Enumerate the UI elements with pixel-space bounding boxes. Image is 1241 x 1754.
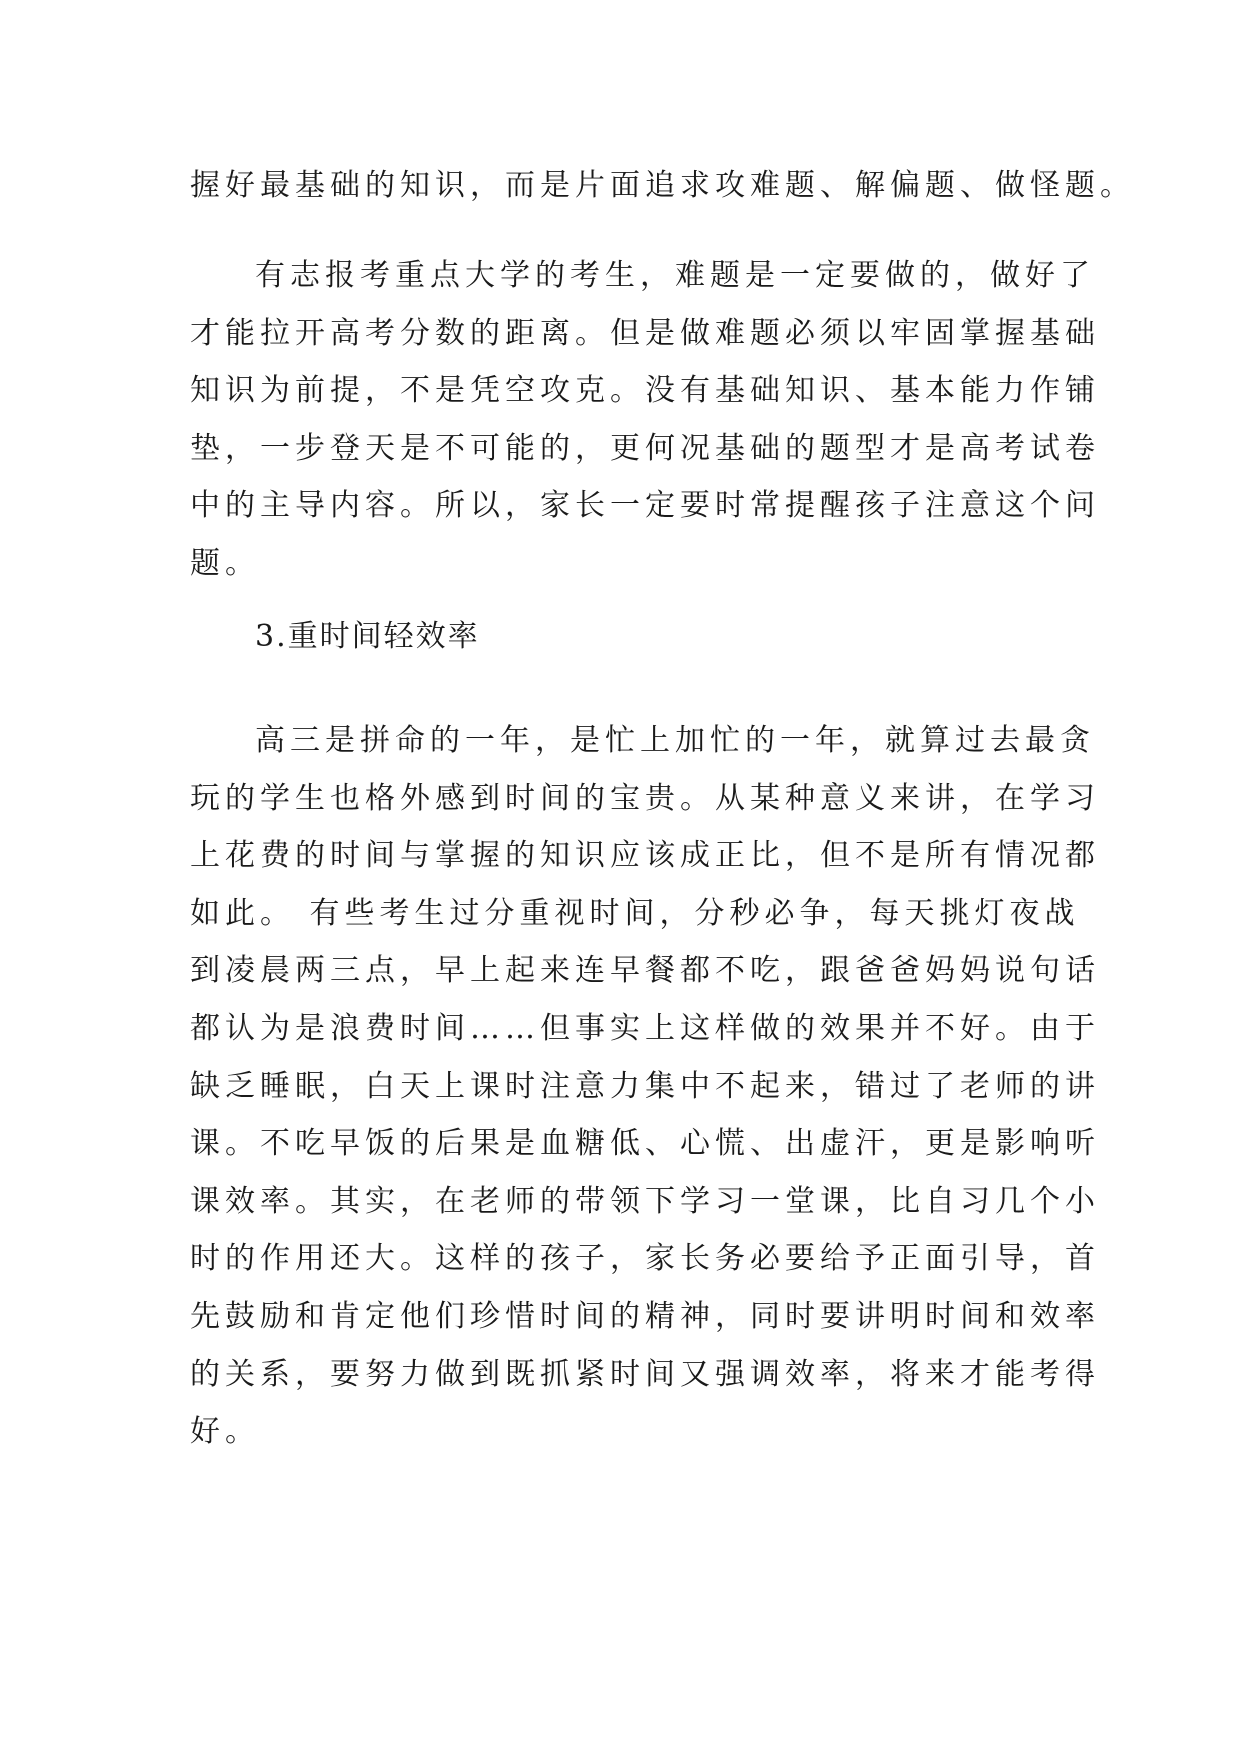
paragraph-line: 时的作用还大。这样的孩子，家长务必要给予正面引导，首 xyxy=(190,1241,1100,1277)
paragraph-line: 知识为前提，不是凭空攻克。没有基础知识、基本能力作铺 xyxy=(190,373,1100,409)
paragraph-line: 都认为是浪费时间……但事实上这样做的效果并不好。由于 xyxy=(190,1010,1100,1046)
paragraph-line: 玩的学生也格外感到时间的宝贵。从某种意义来讲，在学习 xyxy=(190,780,1100,816)
paragraph-line: 有志报考重点大学的考生，难题是一定要做的，做好了 xyxy=(255,258,1095,293)
paragraph-1 xyxy=(190,157,1135,215)
paragraph-line: 才能拉开高考分数的距离。但是做难题必须以牢固掌握基础 xyxy=(190,315,1100,351)
paragraph-line: 到凌晨两三点，早上起来连早餐都不吃，跟爸爸妈妈说句话 xyxy=(190,953,1100,989)
paragraph-line: 如此。 有些考生过分重视时间，分秒必争，每天挑灯夜战 xyxy=(190,895,1080,931)
section-heading xyxy=(190,608,1070,666)
paragraph-line: 高三是拼命的一年，是忙上加忙的一年，就算过去最贪 xyxy=(255,723,1095,758)
paragraph-line: 好。 xyxy=(190,1414,260,1450)
paragraph-line: 缺乏睡眠，白天上课时注意力集中不起来，错过了老师的讲 xyxy=(190,1068,1100,1104)
paragraph-3 xyxy=(190,712,1100,1461)
paragraph-2 xyxy=(190,247,1100,593)
paragraph-line: 握好最基础的知识，而是片面追求攻难题、解偏题、做怪题。 xyxy=(190,168,1135,203)
paragraph-line: 的关系，要努力做到既抓紧时间又强调效率，将来才能考得 xyxy=(190,1356,1100,1392)
paragraph-line: 上花费的时间与掌握的知识应该成正比，但不是所有情况都 xyxy=(190,838,1100,874)
paragraph-line: 课效率。其实，在老师的带领下学习一堂课，比自习几个小 xyxy=(190,1183,1100,1219)
paragraph-line: 垫，一步登天是不可能的，更何况基础的题型才是高考试卷 xyxy=(190,430,1100,466)
paragraph-line: 中的主导内容。所以，家长一定要时常提醒孩子注意这个问 xyxy=(190,488,1100,524)
paragraph-line: 先鼓励和肯定他们珍惜时间的精神，同时要讲明时间和效率 xyxy=(190,1298,1100,1334)
paragraph-line: 课。不吃早饭的后果是血糖低、心慌、出虚汗，更是影响听 xyxy=(190,1126,1100,1162)
section-heading-text: 3.重时间轻效率 xyxy=(255,619,480,654)
paragraph-line: 题。 xyxy=(190,545,260,581)
